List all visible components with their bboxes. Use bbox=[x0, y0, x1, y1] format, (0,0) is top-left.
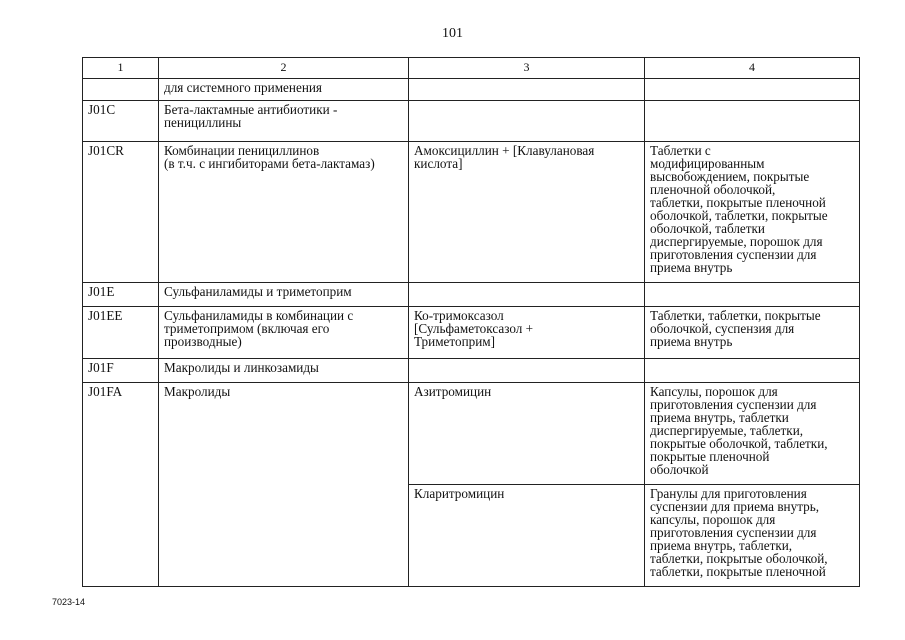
table-row bbox=[83, 101, 860, 142]
page-number: 101 bbox=[442, 26, 463, 41]
dosage-form-cell bbox=[645, 79, 860, 101]
column-header: 2 bbox=[159, 58, 409, 79]
group-name-cell: Макролиды bbox=[159, 383, 409, 587]
atc-code-cell: J01F bbox=[83, 359, 159, 383]
table-row bbox=[83, 383, 860, 485]
drug-name-cell: Ко-тримоксазол [Сульфаметоксазол + Триметоприм] bbox=[409, 307, 645, 359]
dosage-form-cell: Гранулы для приготовления суспензии для приема внутрь, капсулы, порошок для приготовления суспензии для приема внутрь, таблетки, таблетки, покрытые оболочкой, таблетки, покрытые пленочной bbox=[645, 485, 860, 587]
dosage-form-cell: Капсулы, порошок для приготовления суспензии для приема внутрь, таблетки диспергируемые, таблетки, покрытые оболочкой, таблетки, покрытые пленочной оболочкой bbox=[645, 383, 860, 485]
table-row bbox=[83, 283, 860, 307]
document-code: 7023-14 bbox=[52, 597, 86, 607]
group-name-cell: Сульфаниламиды в комбинации с триметопримом (включая его производные) bbox=[159, 307, 409, 359]
group-name-cell: для системного применения bbox=[159, 79, 409, 101]
group-name-cell: Макролиды и линкозамиды bbox=[159, 359, 409, 383]
dosage-form-cell bbox=[645, 283, 860, 307]
table-header-row bbox=[83, 58, 860, 79]
drug-name-cell: Амоксициллин + [Клавулановая кислота] bbox=[409, 142, 645, 283]
drug-name-cell: Кларитромицин bbox=[409, 485, 645, 587]
dosage-form-cell bbox=[645, 359, 860, 383]
drug-name-cell bbox=[409, 79, 645, 101]
atc-code-cell: J01C bbox=[83, 101, 159, 142]
group-name-cell: Бета-лактамные антибиотики - пенициллины bbox=[159, 101, 409, 142]
atc-code-cell: J01E bbox=[83, 283, 159, 307]
group-name-cell: Сульфаниламиды и триметоприм bbox=[159, 283, 409, 307]
drug-name-cell: Азитромицин bbox=[409, 383, 645, 485]
drug-table bbox=[82, 57, 860, 587]
dosage-form-cell: Таблетки с модифицированным высвобождением, покрытые пленочной оболочкой, таблетки, покрытые пленочной оболочкой, таблетки, покрытые оболочкой, таблетки диспергируемые, порошок для приготовления суспензии для приема внутрь bbox=[645, 142, 860, 283]
drug-name-cell bbox=[409, 359, 645, 383]
column-header: 1 bbox=[83, 58, 159, 79]
table-row bbox=[83, 142, 860, 283]
dosage-form-cell bbox=[645, 101, 860, 142]
atc-code-cell: J01CR bbox=[83, 142, 159, 283]
drug-name-cell bbox=[409, 101, 645, 142]
dosage-form-cell: Таблетки, таблетки, покрытые оболочкой, суспензия для приема внутрь bbox=[645, 307, 860, 359]
table-row bbox=[83, 359, 860, 383]
column-header: 3 bbox=[409, 58, 645, 79]
drug-name-cell bbox=[409, 283, 645, 307]
group-name-cell: Комбинации пенициллинов (в т.ч. с ингибиторами бета-лактамаз) bbox=[159, 142, 409, 283]
column-header: 4 bbox=[645, 58, 860, 79]
atc-code-cell: J01FA bbox=[83, 383, 159, 587]
atc-code-cell bbox=[83, 79, 159, 101]
table-row bbox=[83, 79, 860, 101]
table-row bbox=[83, 307, 860, 359]
atc-code-cell: J01EE bbox=[83, 307, 159, 359]
